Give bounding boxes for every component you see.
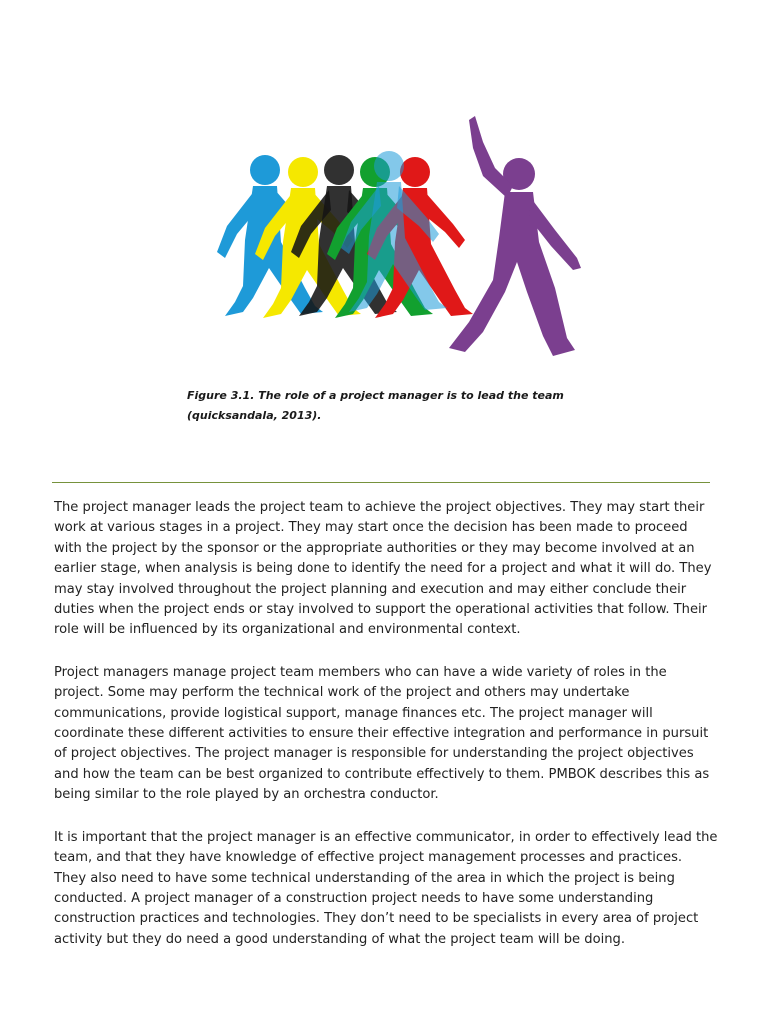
team-illustration [183,112,587,374]
body-text [54,498,718,972]
section-divider [52,482,710,483]
paragraph: The project manager leads the project team to achieve the project objectives. They may start their work at various stages in a project. They may start once the decision has been made to proceed with the project by the sponsor or the appropriate authorities or they may become involved at an earlier stage, when analysis is being done to identify the need for a project and what it will do. They may stay involved throughout the project planning and execution and may either conclude their duties when the project ends or stay involved to support the operational activities that follow. Their role will be influenced by its organizational and environmental context. [54,500,712,638]
leader-figure [449,116,581,356]
paragraph: It is important that the project manager is an effective communicator, in order to effectively lead the team, and that they have knowledge of effective project management processes and practices. They also need to have some technical understanding of the area in which the project is being conducted. A project manager of a construction project needs to have some understanding construction practices and technologies. They don’t need to be specialists in every area of project activity but they do need a good understanding of what the project team will be doing. [54,829,718,947]
paragraph: Project managers manage project team members who can have a wide variety of roles in the project. Some may perform the technical work of the project and others may undertake communications, provide logistical support, manage finances etc. The project manager will coordinate these different activities to ensure their effective integration and performance in pursuit of project objectives. The project manager is responsible for understanding the project objectives and how the team can be best organized to contribute effectively to them. PMBOK describes this as being similar to the role played by an orchestra conductor. [54,664,710,803]
figure-caption: Figure 3.1. The role of a project manager is to lead the team (quicksandala, 2013). [187,389,564,422]
